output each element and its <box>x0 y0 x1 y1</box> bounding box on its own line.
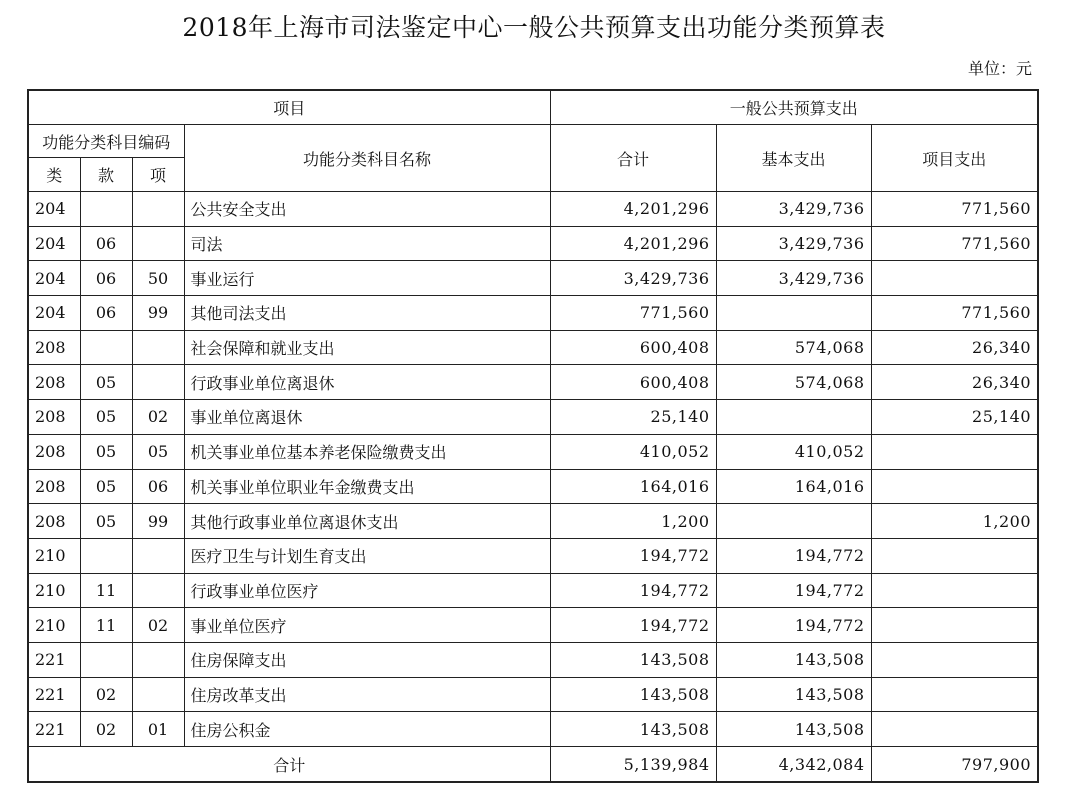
cell-project: 26,340 <box>871 365 1038 400</box>
cell-basic: 574,068 <box>716 365 871 400</box>
cell-basic: 3,429,736 <box>716 261 871 296</box>
cell-basic: 164,016 <box>716 469 871 504</box>
cell-name: 机关事业单位职业年金缴费支出 <box>184 469 550 504</box>
header-subitem: 项 <box>132 158 184 192</box>
cell-category: 208 <box>28 504 80 539</box>
cell-name: 事业运行 <box>184 261 550 296</box>
cell-name: 机关事业单位基本养老保险缴费支出 <box>184 434 550 469</box>
cell-section <box>80 538 132 573</box>
cell-total: 4,201,296 <box>550 226 716 261</box>
cell-name: 住房保障支出 <box>184 642 550 677</box>
cell-name: 司法 <box>184 226 550 261</box>
cell-section <box>80 642 132 677</box>
table-row <box>28 608 1038 643</box>
cell-project: 25,140 <box>871 400 1038 435</box>
cell-total: 3,429,736 <box>550 261 716 296</box>
total-row <box>28 747 1038 783</box>
table-row <box>28 400 1038 435</box>
cell-project <box>871 573 1038 608</box>
cell-subitem: 99 <box>132 504 184 539</box>
cell-section: 05 <box>80 434 132 469</box>
cell-basic: 194,772 <box>716 608 871 643</box>
cell-section: 11 <box>80 573 132 608</box>
cell-basic: 3,429,736 <box>716 192 871 227</box>
cell-category: 208 <box>28 400 80 435</box>
cell-category: 210 <box>28 573 80 608</box>
cell-category: 221 <box>28 642 80 677</box>
cell-subitem <box>132 226 184 261</box>
cell-total: 143,508 <box>550 712 716 747</box>
cell-total: 25,140 <box>550 400 716 435</box>
cell-basic: 143,508 <box>716 642 871 677</box>
cell-project: 26,340 <box>871 330 1038 365</box>
cell-name: 事业单位医疗 <box>184 608 550 643</box>
cell-basic: 194,772 <box>716 573 871 608</box>
table-body <box>28 192 1038 747</box>
table-row <box>28 573 1038 608</box>
cell-subitem: 05 <box>132 434 184 469</box>
cell-basic: 574,068 <box>716 330 871 365</box>
cell-basic: 3,429,736 <box>716 226 871 261</box>
cell-total: 4,201,296 <box>550 192 716 227</box>
cell-total: 143,508 <box>550 642 716 677</box>
cell-total: 600,408 <box>550 330 716 365</box>
cell-total: 194,772 <box>550 608 716 643</box>
cell-name: 住房公积金 <box>184 712 550 747</box>
cell-section: 06 <box>80 226 132 261</box>
cell-total: 194,772 <box>550 573 716 608</box>
cell-category: 208 <box>28 330 80 365</box>
header-total: 合计 <box>550 125 716 192</box>
budget-table <box>27 89 1039 783</box>
cell-section: 05 <box>80 504 132 539</box>
cell-project <box>871 608 1038 643</box>
cell-category: 208 <box>28 469 80 504</box>
cell-total: 194,772 <box>550 538 716 573</box>
cell-section: 02 <box>80 677 132 712</box>
total-label: 合计 <box>28 747 550 783</box>
cell-category: 204 <box>28 261 80 296</box>
cell-name: 公共安全支出 <box>184 192 550 227</box>
cell-category: 221 <box>28 712 80 747</box>
table-row <box>28 330 1038 365</box>
cell-name: 其他行政事业单位离退休支出 <box>184 504 550 539</box>
cell-section: 05 <box>80 365 132 400</box>
cell-subitem <box>132 538 184 573</box>
cell-basic <box>716 400 871 435</box>
total-project: 797,900 <box>871 747 1038 783</box>
unit-label: 单位：元 <box>967 59 1032 78</box>
table-row <box>28 226 1038 261</box>
cell-section: 02 <box>80 712 132 747</box>
cell-subitem: 02 <box>132 400 184 435</box>
table-row <box>28 712 1038 747</box>
cell-project: 771,560 <box>871 226 1038 261</box>
cell-name: 社会保障和就业支出 <box>184 330 550 365</box>
cell-name: 行政事业单位医疗 <box>184 573 550 608</box>
header-basic: 基本支出 <box>716 125 871 192</box>
cell-category: 210 <box>28 608 80 643</box>
total-basic: 4,342,084 <box>716 747 871 783</box>
cell-project: 771,560 <box>871 296 1038 331</box>
cell-section: 05 <box>80 400 132 435</box>
cell-subitem: 01 <box>132 712 184 747</box>
table-row <box>28 296 1038 331</box>
cell-basic: 410,052 <box>716 434 871 469</box>
table-row <box>28 504 1038 539</box>
cell-basic <box>716 504 871 539</box>
cell-name: 住房改革支出 <box>184 677 550 712</box>
header-general-budget: 一般公共预算支出 <box>550 90 1038 125</box>
cell-basic: 143,508 <box>716 712 871 747</box>
cell-total: 410,052 <box>550 434 716 469</box>
table-row <box>28 469 1038 504</box>
cell-name: 医疗卫生与计划生育支出 <box>184 538 550 573</box>
cell-subitem: 06 <box>132 469 184 504</box>
header-project: 项目支出 <box>871 125 1038 192</box>
cell-category: 221 <box>28 677 80 712</box>
cell-category: 204 <box>28 192 80 227</box>
cell-total: 164,016 <box>550 469 716 504</box>
table-row <box>28 261 1038 296</box>
cell-project <box>871 712 1038 747</box>
cell-subitem: 02 <box>132 608 184 643</box>
cell-basic <box>716 296 871 331</box>
cell-project: 771,560 <box>871 192 1038 227</box>
cell-subitem <box>132 192 184 227</box>
header-code-group: 功能分类科目编码 <box>28 125 184 158</box>
cell-subitem <box>132 573 184 608</box>
cell-total: 771,560 <box>550 296 716 331</box>
header-section: 款 <box>80 158 132 192</box>
cell-project <box>871 538 1038 573</box>
table-row <box>28 192 1038 227</box>
page-title: 2018年上海市司法鉴定中心一般公共预算支出功能分类预算表 <box>182 13 886 42</box>
cell-category: 210 <box>28 538 80 573</box>
cell-category: 204 <box>28 226 80 261</box>
cell-subitem <box>132 330 184 365</box>
cell-category: 208 <box>28 434 80 469</box>
cell-basic: 143,508 <box>716 677 871 712</box>
cell-project <box>871 642 1038 677</box>
cell-subitem <box>132 677 184 712</box>
cell-name: 其他司法支出 <box>184 296 550 331</box>
header-category: 类 <box>28 158 80 192</box>
header-name: 功能分类科目名称 <box>184 125 550 192</box>
cell-section <box>80 192 132 227</box>
header-item: 项目 <box>28 90 550 125</box>
cell-total: 143,508 <box>550 677 716 712</box>
cell-section: 05 <box>80 469 132 504</box>
cell-section <box>80 330 132 365</box>
cell-project <box>871 261 1038 296</box>
cell-subitem <box>132 642 184 677</box>
total-sum: 5,139,984 <box>550 747 716 783</box>
cell-section: 11 <box>80 608 132 643</box>
cell-name: 行政事业单位离退休 <box>184 365 550 400</box>
cell-total: 600,408 <box>550 365 716 400</box>
cell-project <box>871 677 1038 712</box>
table-row <box>28 538 1038 573</box>
table-row <box>28 434 1038 469</box>
cell-project <box>871 434 1038 469</box>
cell-section: 06 <box>80 261 132 296</box>
table-row <box>28 677 1038 712</box>
cell-category: 204 <box>28 296 80 331</box>
cell-project <box>871 469 1038 504</box>
table-row <box>28 365 1038 400</box>
cell-total: 1,200 <box>550 504 716 539</box>
table-row <box>28 642 1038 677</box>
cell-project: 1,200 <box>871 504 1038 539</box>
cell-category: 208 <box>28 365 80 400</box>
cell-section: 06 <box>80 296 132 331</box>
cell-subitem: 50 <box>132 261 184 296</box>
cell-subitem <box>132 365 184 400</box>
cell-basic: 194,772 <box>716 538 871 573</box>
cell-subitem: 99 <box>132 296 184 331</box>
cell-name: 事业单位离退休 <box>184 400 550 435</box>
